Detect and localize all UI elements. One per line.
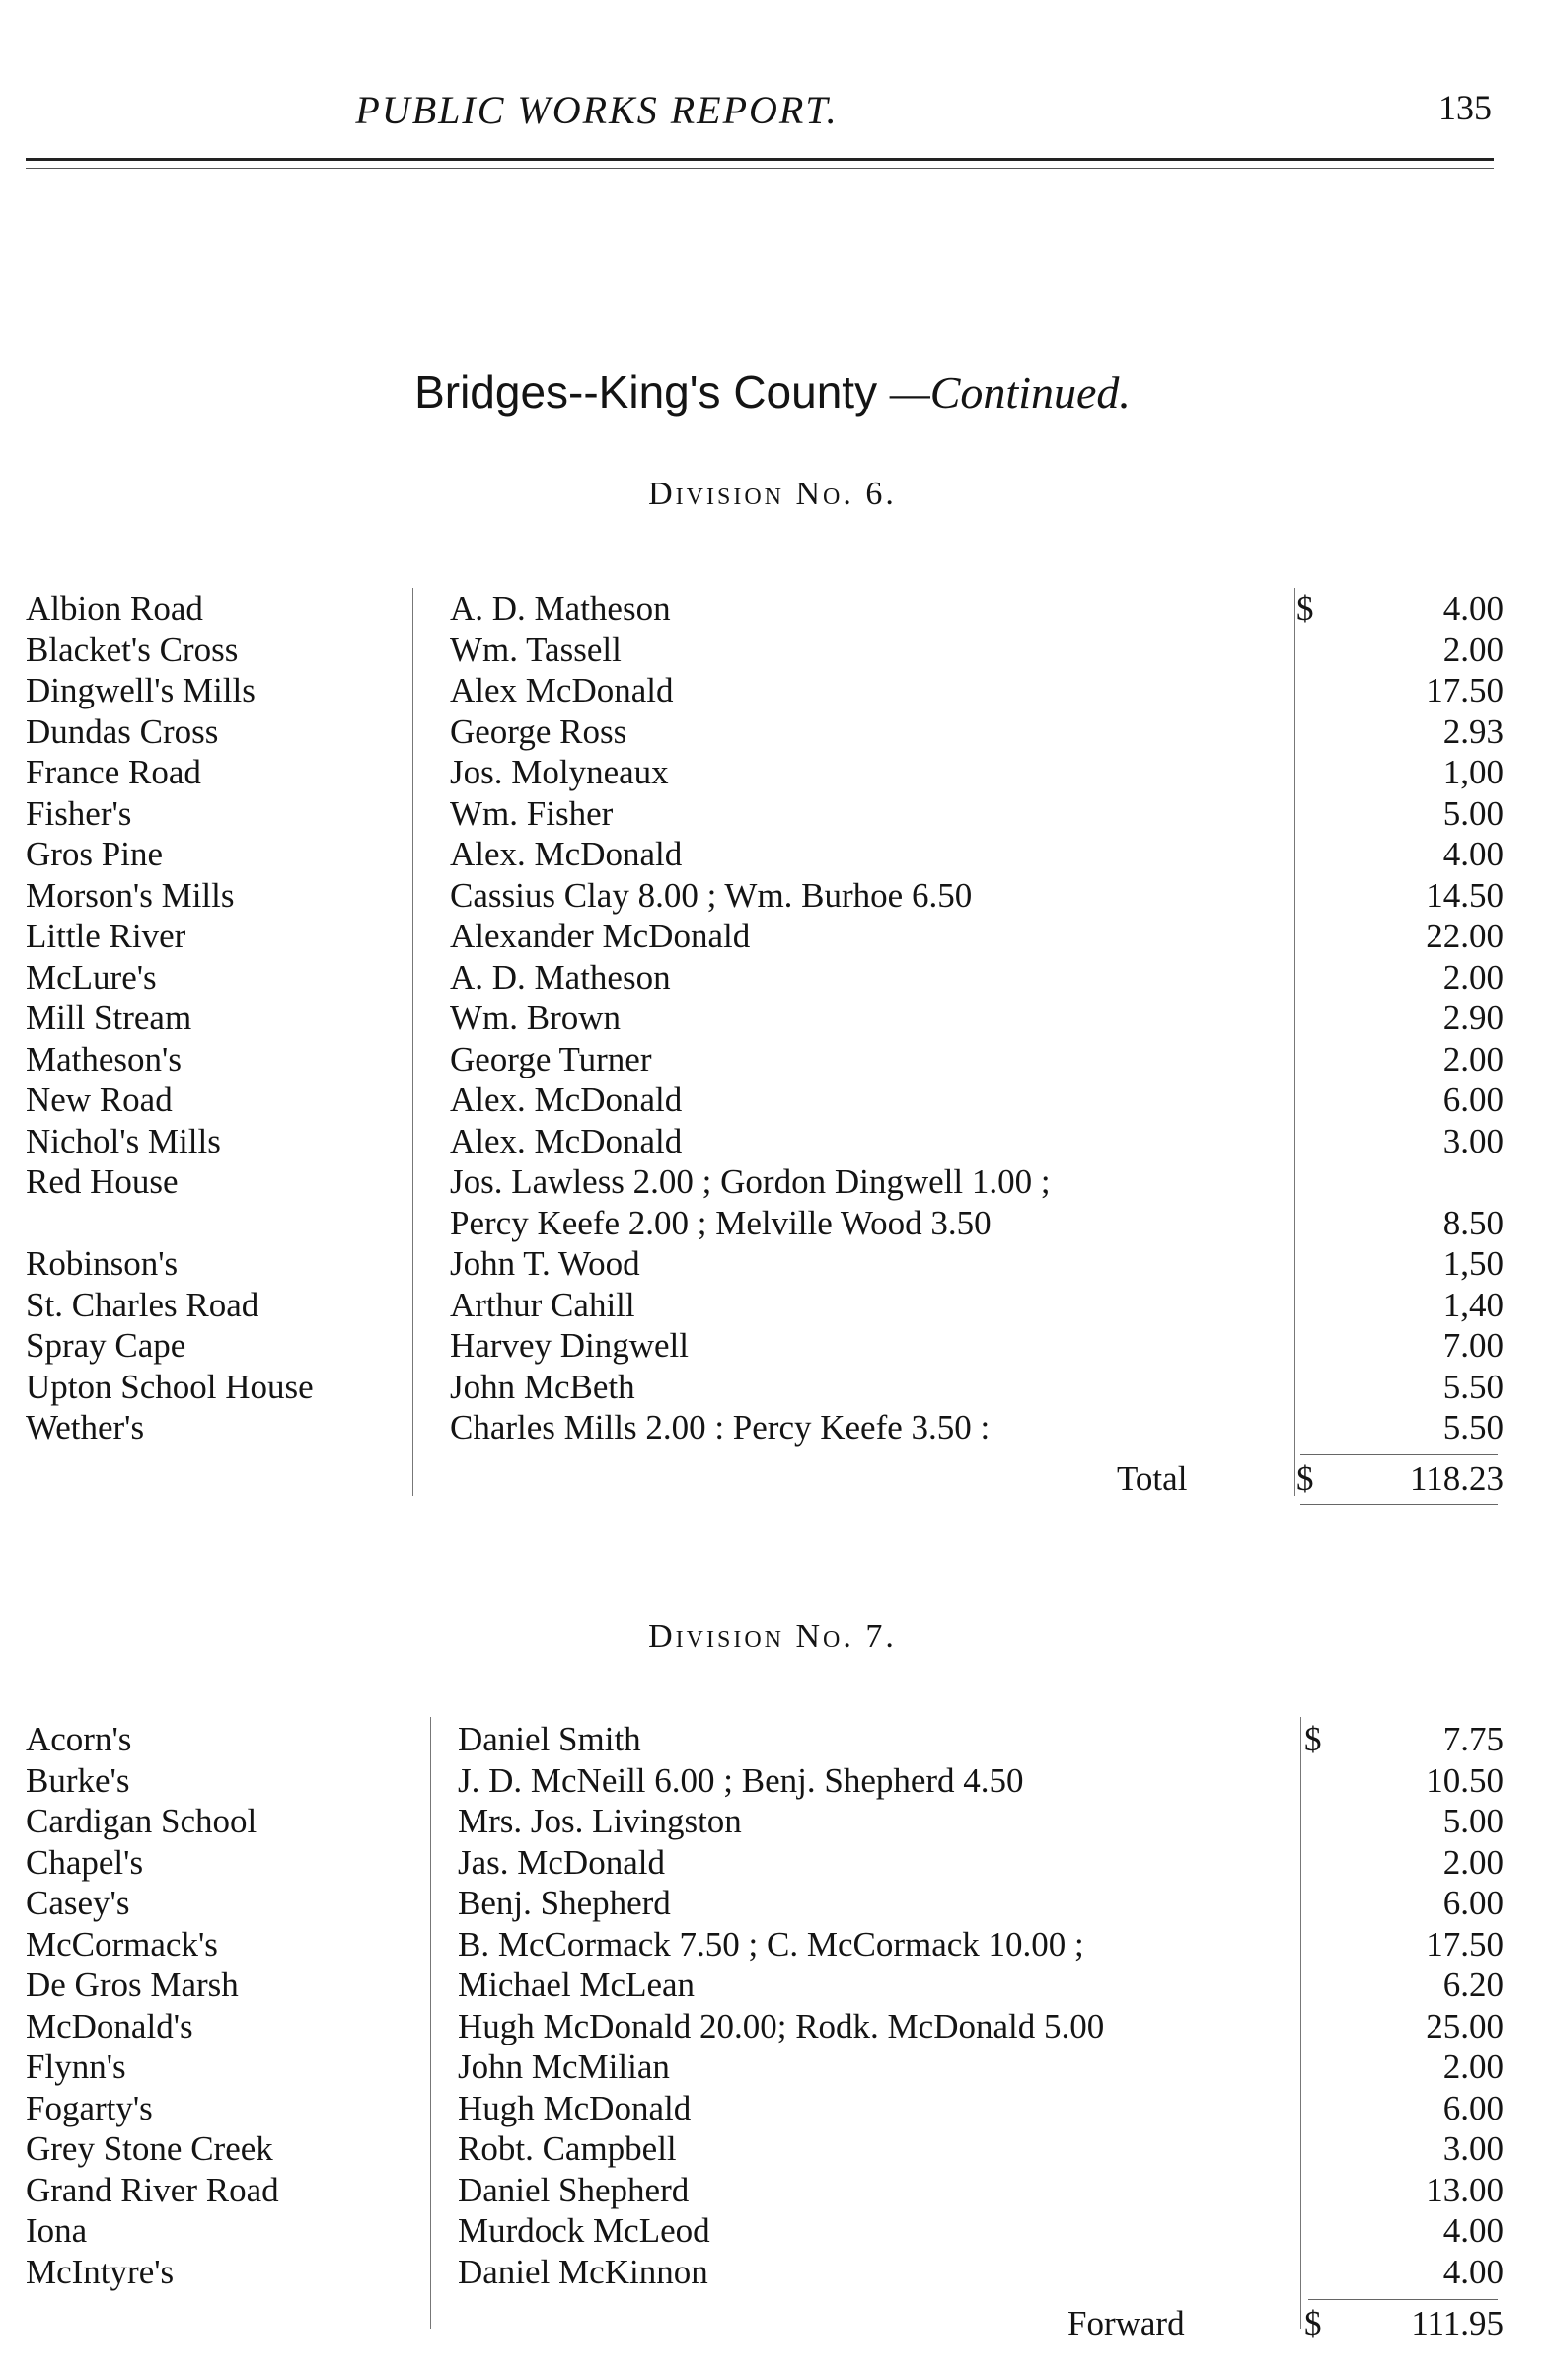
amount-cell: 4.00	[1442, 589, 1504, 628]
location-cell: Blacket's Cross	[26, 630, 239, 669]
location-cell: Iona	[26, 2211, 88, 2250]
contractor-cell: Mrs. Jos. Livingston	[458, 1802, 742, 1840]
amount-cell: 1,00	[1442, 753, 1504, 791]
amount-cell: 10.50	[1426, 1760, 1504, 1800]
table-row	[0, 588, 1545, 630]
table-row	[0, 2088, 1545, 2129]
amount-cell: 13.00	[1426, 2170, 1504, 2209]
table-row	[0, 1965, 1545, 2006]
dollar-sign: $	[1296, 589, 1314, 628]
location-cell: Dingwell's Mills	[26, 671, 256, 709]
amount-cell: 4.00	[1442, 835, 1504, 873]
table-row	[0, 2128, 1545, 2170]
amount-cell: 2.00	[1442, 957, 1504, 997]
contractor-cell: J. D. McNeill 6.00 ; Benj. Shepherd 4.50	[458, 1760, 1024, 1800]
location-cell: Dundas Cross	[26, 711, 219, 751]
amount-cell: 5.50	[1442, 1408, 1504, 1447]
amount-cell: 25.00	[1426, 2006, 1504, 2045]
contractor-cell: Wm. Brown	[450, 999, 622, 1037]
location-cell: France Road	[26, 753, 201, 791]
amount-cell: 8.50	[1442, 1203, 1504, 1242]
table-row	[0, 1883, 1545, 1924]
sum-line	[1300, 1504, 1498, 1505]
amount-cell: 3.00	[1442, 2129, 1504, 2168]
contractor-cell: Michael McLean	[458, 1966, 696, 2004]
contractor-cell: Robt. Campbell	[458, 2129, 677, 2168]
table-row	[0, 1842, 1545, 1884]
location-cell: De Gros Marsh	[26, 1966, 239, 2004]
header-rule-thin	[26, 168, 1494, 169]
running-header-title: PUBLIC WORKS REPORT.	[355, 88, 839, 132]
amount-cell: 7.75	[1442, 1720, 1504, 1758]
amount-cell: 1,50	[1442, 1244, 1504, 1283]
table-row	[0, 1079, 1545, 1121]
table-row	[0, 752, 1545, 793]
amount-cell: 2.90	[1442, 999, 1504, 1037]
location-cell: St. Charles Road	[26, 1285, 259, 1324]
total-label: Total	[1117, 1459, 1188, 1498]
table-row	[0, 1407, 1545, 1449]
location-cell: McDonald's	[26, 2006, 193, 2045]
amount-cell: 7.00	[1442, 1326, 1504, 1365]
dollar-sign: $	[1304, 1720, 1322, 1758]
forward-amount: 111.95	[1411, 2304, 1504, 2343]
amount-cell: 22.00	[1426, 917, 1504, 955]
table-row	[0, 916, 1545, 957]
location-cell: Red House	[26, 1162, 179, 1201]
location-cell: Albion Road	[26, 589, 203, 628]
table-row	[0, 2006, 1545, 2047]
contractor-cell: Alexander McDonald	[450, 917, 751, 955]
contractor-cell: Arthur Cahill	[450, 1285, 635, 1324]
location-cell: Fisher's	[26, 793, 132, 833]
location-cell: Upton School House	[26, 1367, 314, 1406]
contractor-cell: A. D. Matheson	[450, 957, 671, 997]
table-row	[0, 1924, 1545, 1966]
table-row	[0, 1039, 1545, 1080]
table-row	[0, 1203, 1545, 1244]
location-cell: Matheson's	[26, 1039, 182, 1078]
location-cell: Grand River Road	[26, 2170, 279, 2209]
sum-line	[1308, 2299, 1498, 2300]
location-cell: McLure's	[26, 957, 157, 997]
contractor-cell: Alex McDonald	[450, 671, 674, 709]
location-cell: Spray Cape	[26, 1326, 186, 1365]
amount-cell: 2.00	[1442, 630, 1504, 669]
contractor-cell: Alex. McDonald	[450, 1080, 683, 1119]
amount-cell: 17.50	[1426, 1924, 1504, 1964]
table-row	[0, 670, 1545, 711]
amount-cell: 3.00	[1442, 1121, 1504, 1160]
amount-cell: 6.20	[1442, 1966, 1504, 2004]
location-cell: Fogarty's	[26, 2088, 153, 2127]
location-cell: Cardigan School	[26, 1802, 258, 1840]
amount-cell: 5.00	[1442, 1802, 1504, 1840]
amount-cell: 4.00	[1442, 2252, 1504, 2291]
location-cell: Mill Stream	[26, 999, 192, 1037]
table-row	[0, 1243, 1545, 1285]
location-cell: Casey's	[26, 1884, 130, 1922]
contractor-cell: Daniel McKinnon	[458, 2252, 708, 2291]
contractor-cell: A. D. Matheson	[450, 589, 671, 628]
table-row	[0, 834, 1545, 875]
location-cell: McIntyre's	[26, 2252, 175, 2291]
table-row	[0, 1285, 1545, 1326]
table-row	[0, 1121, 1545, 1162]
location-cell: McCormack's	[26, 1924, 218, 1964]
table-row	[0, 1760, 1545, 1802]
amount-cell: 2.00	[1442, 1039, 1504, 1078]
location-cell: Flynn's	[26, 2047, 126, 2086]
forward-label: Forward	[1067, 2304, 1185, 2343]
table-row	[0, 1367, 1545, 1408]
contractor-cell: Jas. McDonald	[458, 1842, 665, 1882]
contractor-cell: Hugh McDonald	[458, 2088, 692, 2127]
contractor-cell: Cassius Clay 8.00 ; Wm. Burhoe 6.50	[450, 875, 973, 915]
total-dollar-sign: $	[1296, 1459, 1314, 1498]
contractor-cell: Jos. Lawless 2.00 ; Gordon Dingwell 1.00 ;	[450, 1162, 1051, 1201]
location-cell: Acorn's	[26, 1720, 132, 1758]
table-row	[0, 875, 1545, 917]
location-cell: Chapel's	[26, 1842, 144, 1882]
amount-cell: 1,40	[1442, 1285, 1504, 1324]
amount-cell: 2.93	[1442, 711, 1504, 751]
contractor-cell: Wm. Tassell	[450, 630, 622, 669]
table-row	[0, 1325, 1545, 1367]
contractor-cell: B. McCormack 7.50 ; C. McCormack 10.00 ;	[458, 1924, 1084, 1964]
page-number: 135	[1438, 88, 1492, 127]
header-rule	[26, 158, 1494, 161]
contractor-cell: Daniel Smith	[458, 1720, 641, 1758]
contractor-cell: Murdock McLeod	[458, 2211, 710, 2250]
amount-cell: 6.00	[1442, 2088, 1504, 2127]
amount-cell: 4.00	[1442, 2211, 1504, 2250]
table-row	[0, 793, 1545, 835]
contractor-cell: Alex. McDonald	[450, 1121, 683, 1160]
amount-cell: 2.00	[1442, 1842, 1504, 1882]
table-row	[0, 1801, 1545, 1842]
contractor-cell: Jos. Molyneaux	[450, 753, 669, 791]
contractor-cell: Wm. Fisher	[450, 793, 614, 833]
table-row	[0, 957, 1545, 999]
location-cell: Little River	[26, 917, 186, 955]
location-cell: New Road	[26, 1080, 173, 1119]
table-row	[0, 2170, 1545, 2211]
location-cell: Gros Pine	[26, 835, 164, 873]
location-cell: Burke's	[26, 1760, 130, 1800]
sum-line	[1300, 1454, 1498, 1455]
contractor-cell: Percy Keefe 2.00 ; Melville Wood 3.50	[450, 1203, 992, 1242]
amount-cell: 14.50	[1426, 875, 1504, 915]
division-7-heading: Division No. 7.	[648, 1618, 897, 1655]
table-row	[0, 2210, 1545, 2252]
contractor-cell: Hugh McDonald 20.00; Rodk. McDonald 5.00	[458, 2006, 1105, 2045]
amount-cell: 6.00	[1442, 1080, 1504, 1119]
contractor-cell: Daniel Shepherd	[458, 2170, 690, 2209]
contractor-cell: Alex. McDonald	[450, 835, 683, 873]
contractor-cell: Harvey Dingwell	[450, 1326, 690, 1365]
contractor-cell: George Turner	[450, 1039, 652, 1078]
amount-cell: 17.50	[1426, 671, 1504, 709]
table-row	[0, 998, 1545, 1039]
table-row	[0, 1719, 1545, 1760]
amount-cell: 5.00	[1442, 793, 1504, 833]
amount-cell: 2.00	[1442, 2047, 1504, 2086]
contractor-cell: John T. Wood	[450, 1244, 640, 1283]
amount-cell: 5.50	[1442, 1367, 1504, 1406]
contractor-cell: George Ross	[450, 711, 627, 751]
location-cell: Nichol's Mills	[26, 1121, 221, 1160]
location-cell: Wether's	[26, 1408, 145, 1447]
total-amount: 118.23	[1410, 1459, 1504, 1498]
section-title-continued: —Continued.	[889, 367, 1131, 417]
division-6-heading: Division No. 6.	[648, 476, 897, 512]
table-row	[0, 630, 1545, 671]
section-title-main: Bridges--King's County	[414, 366, 878, 417]
location-cell: Grey Stone Creek	[26, 2129, 273, 2168]
contractor-cell: John McBeth	[450, 1367, 635, 1406]
location-cell: Robinson's	[26, 1244, 179, 1283]
location-cell: Morson's Mills	[26, 875, 235, 915]
contractor-cell: John McMilian	[458, 2047, 670, 2086]
contractor-cell: Charles Mills 2.00 : Percy Keefe 3.50 :	[450, 1408, 991, 1447]
table-row	[0, 2252, 1545, 2293]
table-row	[0, 2046, 1545, 2088]
contractor-cell: Benj. Shepherd	[458, 1884, 671, 1922]
forward-dollar-sign: $	[1304, 2304, 1322, 2343]
table-row	[0, 1161, 1545, 1203]
table-row	[0, 711, 1545, 753]
section-title	[0, 365, 1545, 418]
amount-cell: 6.00	[1442, 1884, 1504, 1922]
